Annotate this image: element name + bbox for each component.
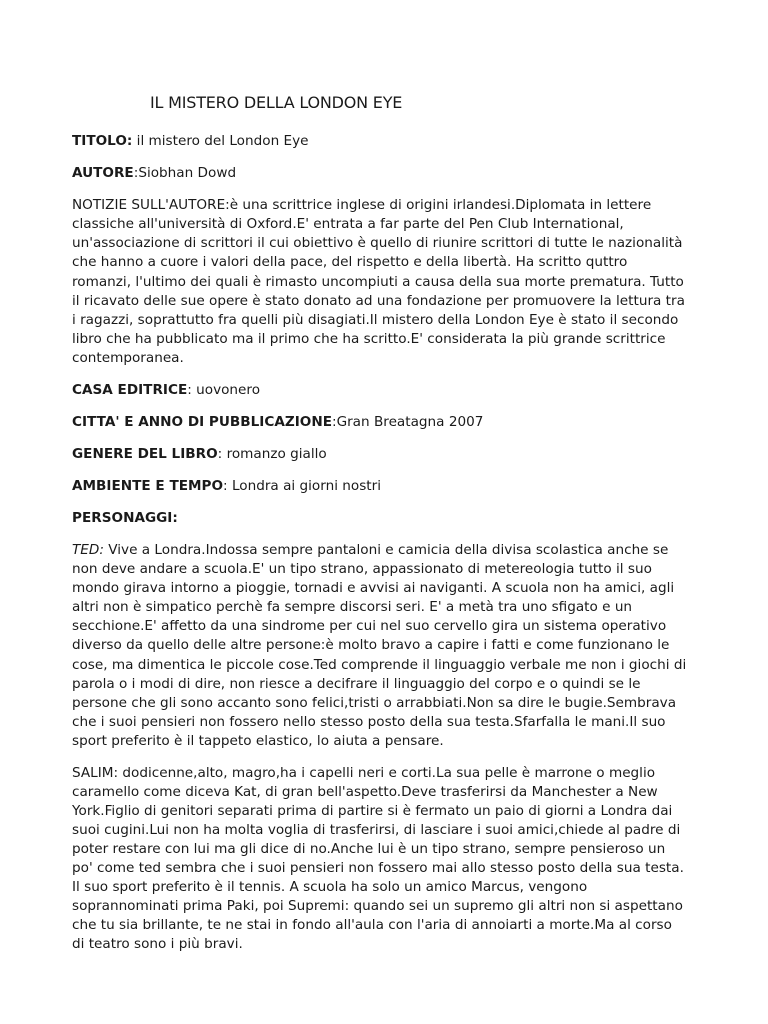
field-casa-editrice	[72, 381, 712, 400]
field-label: CASA EDITRICE	[72, 381, 188, 398]
field-autore	[72, 164, 712, 183]
paragraph-text: :è una scrittrice inglese di origini irlandesi.Diplomata in lettere classiche all'università di Oxford.E' entrata a far parte del Pen Club International, un'associazione di scrittori il cui obiettivo è quello di riunire scrittori di tutte le nazionalità che hanno a cuore i valori della pace, del rispetto e della libertà. Ha scritto quttro romanzi, l'ultimo dei quali è rimasto uncompiuti a causa della sua morte prematura. Tutto il ricavato delle sue opere è stato donato ad una fondazione per promuovere la lettura tra i ragazzi, soprattutto fra quelli più disagiati.Il mistero della London Eye è stato il secondo libro che ha pubblicato ma il primo che ha scritto.E' considerata la più grande scrittrice contemporanea.	[72, 197, 685, 366]
paragraph-salim: SALIM: dodicenne,alto, magro,ha i capelli neri e corti.La sua pelle è marrone o meglio caramello come diceva Kat, di gran bell'aspetto.Deve trasferirsi da Manchester a New York.Figlio di genitori separati prima di partire si è fermato un paio di giorni a Londra dai suoi cugini.Lui non ha molta voglia di trasferirsi, di lasciare i suoi amici,chiede al padre di poter restare con lui ma gli dice di no.Anche lui è un tipo strano, sempre pensieroso un po' come ted sembra che i suoi pensieri non fossero mai allo stesso posto della sua testa. Il suo sport preferito è il tennis. A scuola ha solo un amico Marcus, vengono soprannominati prima Paki, poi Supremi: quando sei un supremo gli altri non si aspettano che tu sia brillante, te ne stai in fondo all'aula con l'aria di annoiarti a morte.Ma al corso di teatro sono i più bravi.	[72, 764, 684, 953]
field-value: :Gran Breatagna 2007	[331, 413, 484, 430]
field-label: AMBIENTE E TEMPO	[72, 477, 224, 494]
field-value: : romanzo giallo	[217, 445, 327, 462]
paragraph-ted	[72, 541, 712, 751]
field-label: AUTORE	[72, 165, 134, 182]
field-value: : Londra ai giorni nostri	[223, 477, 382, 494]
document-title: IL MISTERO DELLA LONDON EYE	[150, 93, 403, 112]
field-titolo	[72, 132, 712, 151]
field-value: : uovonero	[187, 381, 261, 398]
field-genere	[72, 445, 712, 464]
paragraph-text: Vive a Londra.Indossa sempre pantaloni e camicia della divisa scolastica anche se non deve andare a scuola.E' un tipo strano, appassionato di metereologia tutto il suo mondo girava intorno a pioggie, tornadi e avvisi ai naviganti. A scuola non ha amici, agli altri non è simpatico perchè fa sempre discorsi seri. E' a metà tra uno sfigato e un secchione.E' affetto da una sindrome per cui nel suo cervello gira un sistema operativo diverso da quello delle altre persone:è molto bravo a capire i fatti e come funzionano le cose, ma dimentica le piccole cose.Ted comprende il linguaggio verbale me non i giochi di parola o i modi di dire, non riesce a decifrare il linguaggio del corpo e o quindi se le persone che gli sono accanto sono felici,tristi o arrabbiati.Non sa dire le bugie.Sembrava che i suoi pensieri non fossero nello stesso posto della sua testa.Sfarfalla le mani.Il suo sport preferito è il tappeto elastico, lo aiuta a pensare.	[72, 542, 687, 749]
paragraph-label: NOTIZIE SULL'AUTORE	[72, 197, 226, 214]
character-name-ted: TED:	[72, 542, 104, 558]
section-heading: PERSONAGGI:	[72, 509, 178, 526]
field-value: il mistero del London Eye	[132, 133, 309, 149]
field-value: :Siobhan Dowd	[133, 165, 237, 182]
heading-personaggi	[72, 509, 712, 528]
paragraph-notizie-autore	[72, 196, 712, 368]
field-label: CITTA' E ANNO DI PUBBLICAZIONE	[72, 413, 332, 430]
document-body	[72, 132, 712, 967]
field-citta-anno	[72, 413, 712, 432]
field-label: GENERE DEL LIBRO	[72, 445, 218, 462]
field-ambiente	[72, 477, 712, 496]
field-label: TITOLO:	[72, 133, 133, 149]
